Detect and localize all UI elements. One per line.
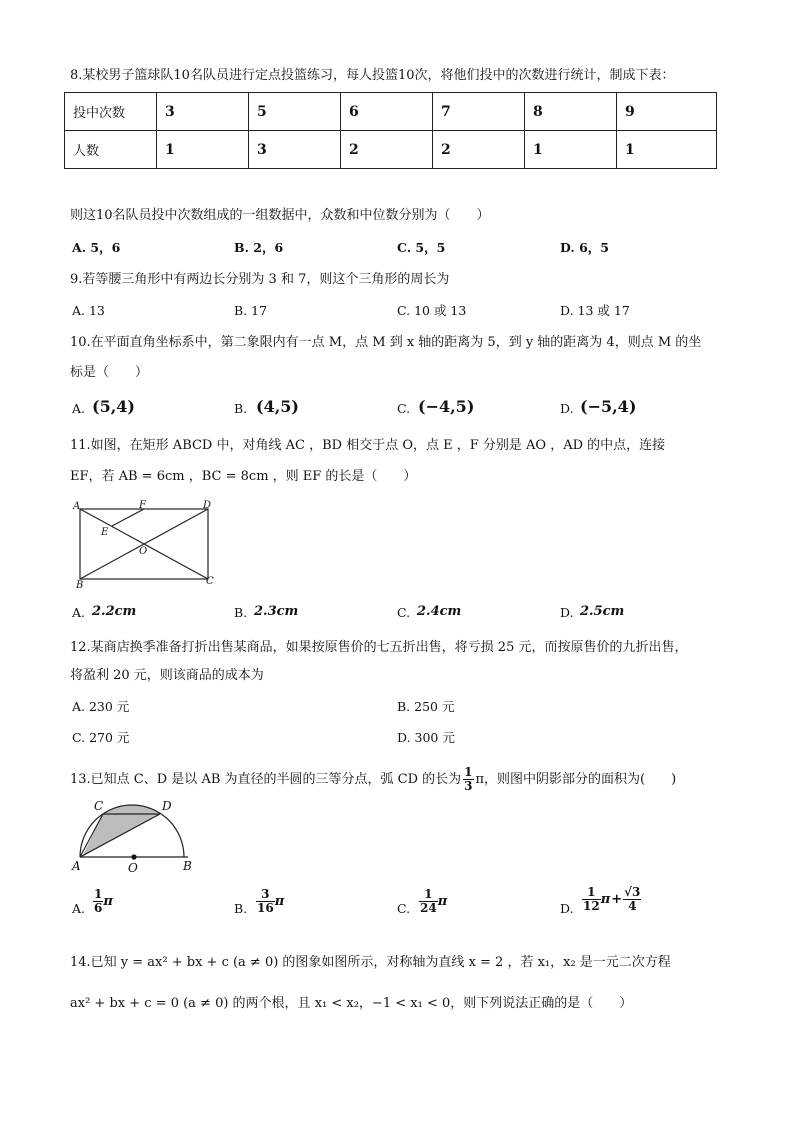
q13-stem	[70, 766, 676, 793]
fraction	[256, 888, 275, 915]
center-point-o	[131, 854, 136, 859]
fraction	[582, 886, 601, 913]
q8-option-a: A. 5，6	[72, 240, 121, 255]
q11-stem-line2: EF，若 AB = 6cm ，BC = 8cm ，则 EF 的长是（ ）	[70, 469, 417, 484]
q8-table	[64, 92, 717, 169]
fraction	[419, 888, 438, 915]
fraction-denominator: 24	[420, 901, 437, 915]
table-cell: 3	[157, 93, 249, 131]
q8-stem: 8.某校男子篮球队10名队员进行定点投篮练习，每人投篮10次，将他们投中的次数进行统计，制成下表：	[70, 68, 675, 83]
figure-label-f: F	[139, 500, 146, 511]
fraction-numerator: 1	[94, 887, 103, 901]
table-cell: 2	[433, 131, 525, 169]
q11-option-c-value: 2.4cm	[417, 604, 462, 619]
figure-label-b: B	[183, 859, 192, 873]
figure-label-a: A	[72, 859, 81, 873]
q8-option-b: B. 2，6	[234, 240, 284, 255]
fraction-denominator: 6	[94, 901, 103, 915]
q12-stem-line2: 将盈利 20 元，则该商品的成本为	[70, 668, 264, 683]
q13-option-d-label: D.	[560, 901, 574, 916]
q11-option-b-label: B.	[234, 605, 248, 620]
fraction-numerator: 3	[256, 888, 275, 902]
fraction-denominator: 4	[628, 899, 637, 913]
q14-stem-line2: ax² + bx + c = 0 (a ≠ 0) 的两个根，且 x₁ < x₂，−1 < x₁ < 0，则下列说法正确的是（ ）	[70, 996, 633, 1011]
q9-option-c: C. 10 或 13	[397, 303, 467, 318]
q9-option-d: D. 13 或 17	[560, 303, 630, 318]
fraction-numerator: 1	[464, 765, 473, 779]
q10-option-c-label: C.	[397, 401, 411, 416]
q10-option-b-label: B.	[234, 401, 248, 416]
q12-stem-line1: 12.某商店换季准备打折出售某商品，如果按原售价的七五折出售，将亏损 25 元，而按原售价的九折出售，	[70, 640, 688, 655]
fraction	[93, 888, 103, 915]
plus-sign: +	[611, 892, 623, 907]
q9-option-a: A. 13	[72, 303, 105, 318]
table-cell: 6	[341, 93, 433, 131]
table-cell: 5	[249, 93, 341, 131]
figure-label-b: B	[76, 580, 84, 590]
q11-option-b-value: 2.3cm	[254, 604, 299, 619]
q8-option-d: D. 6，5	[560, 240, 609, 255]
q13-stem-fraction	[463, 766, 473, 793]
table-cell: 8	[525, 93, 617, 131]
q13-option-c-value	[419, 888, 447, 915]
q14-stem-line1: 14.已知 y = ax² + bx + c (a ≠ 0) 的图象如图所示，对称轴为直线 x = 2 ，若 x₁，x₂ 是一元二次方程	[70, 955, 671, 970]
fraction-denominator: 16	[257, 901, 274, 915]
q11-option-a-label: A.	[72, 605, 86, 620]
q10-option-a-value: (5,4)	[92, 397, 135, 416]
q13-option-b-label: B.	[234, 901, 248, 916]
pi-symbol: π	[274, 894, 285, 909]
q10-stem-line2: 标是（ ）	[70, 365, 149, 380]
q11-option-d-label: D.	[560, 605, 574, 620]
figure-label-c: C	[206, 576, 214, 587]
q9-stem: 9.若等腰三角形中有两边长分别为 3 和 7，则这个三角形的周长为	[70, 272, 450, 287]
q11-option-a-value: 2.2cm	[92, 604, 137, 619]
q10-option-b-value: (4,5)	[256, 397, 299, 416]
figure-label-d: D	[203, 500, 212, 511]
table-row	[65, 131, 717, 169]
q12-option-d: D. 300 元	[397, 730, 455, 745]
q10-option-a-label: A.	[72, 401, 86, 416]
q12-option-b: B. 250 元	[397, 699, 455, 714]
pi-symbol: π	[600, 892, 611, 907]
q11-option-d-value: 2.5cm	[580, 604, 625, 619]
q13-option-a-label: A.	[72, 901, 86, 916]
figure-label-c: C	[94, 799, 104, 813]
q10-option-c-value: (−4,5)	[418, 397, 475, 416]
table-cell: 2	[341, 131, 433, 169]
rectangle-figure	[70, 498, 220, 590]
q13-option-a-value	[93, 888, 113, 915]
table-cell: 9	[617, 93, 717, 131]
q13-stem-before: 13.已知点 C、D 是以 AB 为直径的半圆的三等分点，弧 CD 的长为	[70, 771, 462, 787]
fraction-denominator: 12	[583, 899, 600, 913]
q12-option-a: A. 230 元	[72, 699, 130, 714]
q11-stem-line1: 11.如图，在矩形 ABCD 中，对角线 AC ，BD 相交于点 O，点 E ，F 分别是 AO ，AD 的中点，连接	[70, 438, 666, 453]
fraction	[623, 886, 641, 913]
q13-option-b-value	[256, 888, 284, 915]
q12-option-c: C. 270 元	[72, 730, 130, 745]
figure-label-a: A	[73, 501, 81, 512]
q13-option-d-value	[582, 886, 641, 913]
q10-option-d-label: D.	[560, 401, 574, 416]
table-cell-label: 人数	[65, 131, 157, 169]
table-cell: 3	[249, 131, 341, 169]
table-cell: 1	[525, 131, 617, 169]
semicircle-figure	[70, 796, 202, 874]
table-cell-label: 投中次数	[65, 93, 157, 131]
pi-symbol: π	[437, 894, 448, 909]
table-cell: 7	[433, 93, 525, 131]
figure-label-o: O	[128, 861, 138, 874]
q11-option-c-label: C.	[397, 605, 411, 620]
q10-option-d-value: (−5,4)	[580, 397, 637, 416]
figure-label-o: O	[139, 546, 148, 557]
q9-option-b: B. 17	[234, 303, 268, 318]
table-cell: 1	[157, 131, 249, 169]
table-row	[65, 93, 717, 131]
q13-option-c-label: C.	[397, 901, 411, 916]
q13-stem-after: π，则图中阴影部分的面积为( )	[475, 771, 677, 787]
q10-stem-line1: 10.在平面直角坐标系中，第二象限内有一点 M，点 M 到 x 轴的距离为 5，到 y 轴的距离为 4，则点 M 的坐	[70, 335, 702, 350]
fraction-numerator: √3	[624, 885, 641, 899]
fraction-numerator: 1	[582, 886, 601, 900]
fraction-numerator: 1	[419, 888, 438, 902]
q8-option-c: C. 5，5	[397, 240, 446, 255]
figure-label-d: D	[162, 799, 172, 813]
pi-symbol: π	[103, 894, 113, 909]
q8-question: 则这10名队员投中次数组成的一组数据中，众数和中位数分别为（ ）	[70, 208, 490, 223]
fraction-denominator: 3	[464, 779, 473, 793]
table-cell: 1	[617, 131, 717, 169]
figure-label-e: E	[101, 527, 109, 538]
